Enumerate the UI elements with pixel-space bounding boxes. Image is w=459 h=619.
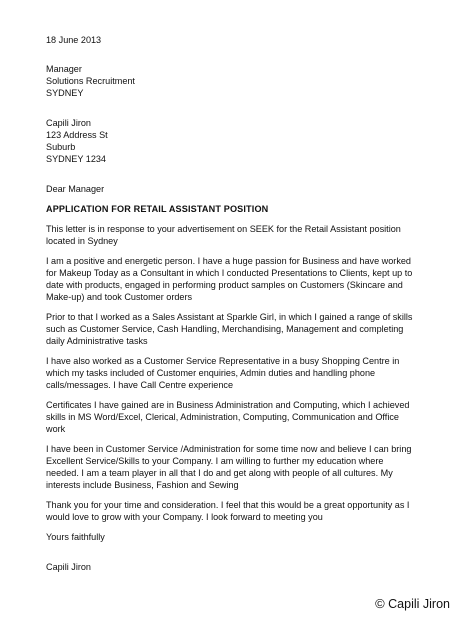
paragraph-line: for Makeup Today as a Consultant in which I conducted Presentations to Clients, kept up to (46, 268, 413, 278)
paragraph-line: I am a positive and energetic person. I have a huge passion for Business and have worked (46, 256, 411, 266)
paragraph-line: Make-up) and took Customer orders (46, 292, 193, 302)
sender-street: 123 Address St (46, 130, 108, 140)
paragraph-line: Excellent Service/Skills to your Company. I am willing to further my education where (46, 456, 384, 466)
sender-name: Capili Jiron (46, 118, 91, 128)
recipient-city: SYDNEY (46, 88, 84, 98)
paragraph-line: skills in MS Word/Excel, Clerical, Administration, Computing, Communication and Office (46, 412, 399, 422)
paragraph-line: located in Sydney (46, 236, 118, 246)
cover-letter (46, 34, 426, 573)
signature-name: Capili Jiron (46, 562, 91, 572)
letter-subject: APPLICATION FOR RETAIL ASSISTANT POSITION (46, 204, 269, 214)
copyright-notice (375, 596, 450, 612)
recipient-address (46, 63, 426, 99)
paragraph-line: would love to grow with your Company. I look forward to meeting you (46, 512, 323, 522)
paragraph (46, 399, 426, 435)
paragraph (46, 311, 426, 347)
paragraph-line: which my tasks included of Customer enquiries, Admin duties and handling phone (46, 368, 376, 378)
sender-suburb: Suburb (46, 142, 76, 152)
sender-city: SYDNEY 1234 (46, 154, 106, 164)
sender-address (46, 117, 426, 165)
paragraph-line: daily Administrative tasks (46, 336, 148, 346)
paragraph-line: Certificates I have gained are in Business Administration and Computing, which I achieved (46, 400, 410, 410)
paragraph-line: This letter is in response to your advertisement on SEEK for the Retail Assistant position (46, 224, 401, 234)
paragraph-line: needed. I am a team player in all that I do and get along with people of all cultures. My (46, 468, 393, 478)
paragraph-line: date with products, engaged in performing product samples on Customers (Skincare and (46, 280, 403, 290)
paragraph-line: calls/messages. I have Call Centre experience (46, 380, 234, 390)
paragraph (46, 443, 426, 491)
copyright-name: Capili Jiron (388, 597, 450, 611)
paragraph-line: I have also worked as a Customer Service Representative in a busy Shopping Centre in (46, 356, 400, 366)
recipient-company: Solutions Recruitment (46, 76, 135, 86)
paragraph-line: Prior to that I worked as a Sales Assistant at Sparkle Girl, in which I gained a range of skills (46, 312, 413, 322)
recipient-title: Manager (46, 64, 82, 74)
paragraph (46, 499, 426, 523)
paragraph (46, 223, 426, 247)
paragraph-line: such as Customer Service, Cash Handling, Merchandising, Management and completing (46, 324, 404, 334)
paragraph (46, 355, 426, 391)
copyright-icon: © (375, 596, 385, 611)
paragraph-line: Thank you for your time and consideration. I feel that this would be a great opportunity as I (46, 500, 410, 510)
paragraph-line: work (46, 424, 66, 434)
letter-date: 18 June 2013 (46, 35, 102, 45)
paragraph-line: interests include Business, Fashion and Sewing (46, 480, 239, 490)
paragraph (46, 255, 426, 303)
salutation: Dear Manager (46, 184, 105, 194)
paragraph-line: I have been in Customer Service /Administration for some time now and believe I can bring (46, 444, 412, 454)
closing: Yours faithfully (46, 532, 105, 542)
